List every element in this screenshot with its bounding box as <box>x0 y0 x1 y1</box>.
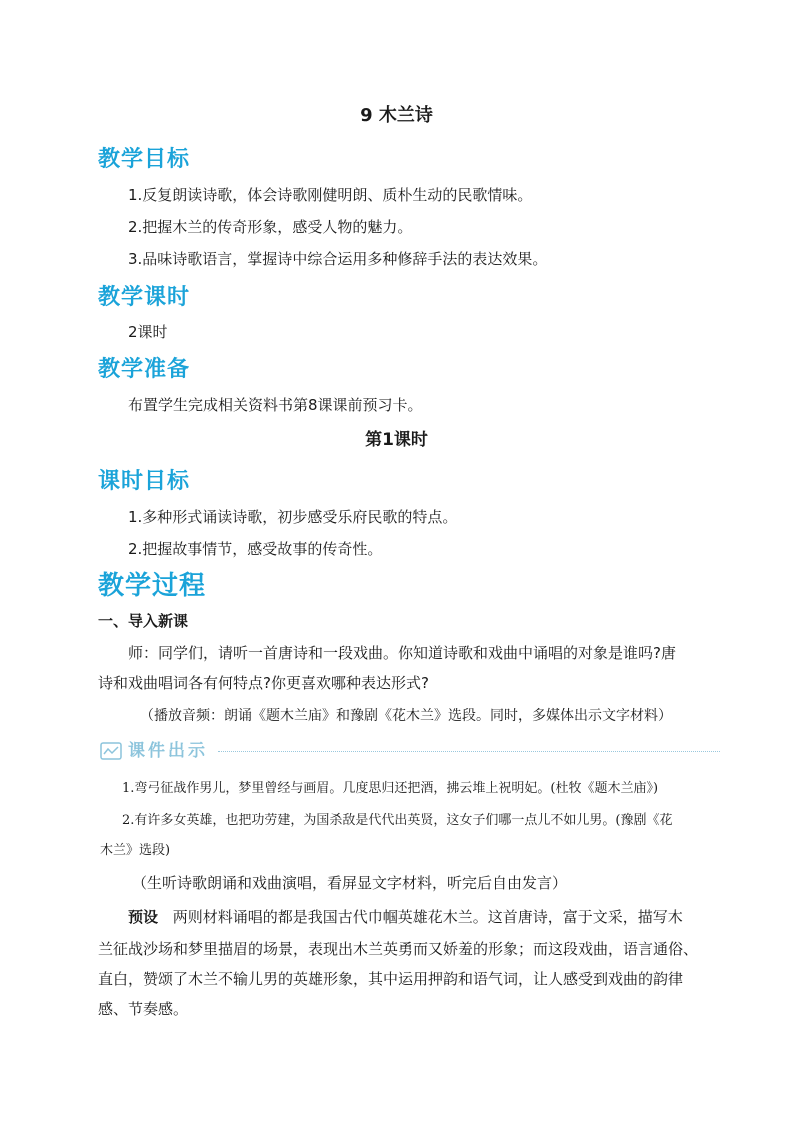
teacher-line-1: 师：同学们，请听一首唐诗和一段戏曲。你知道诗歌和戏曲中诵唱的对象是谁吗?唐 <box>128 644 676 662</box>
courseware-banner <box>100 740 720 764</box>
preset-line-2: 兰征战沙场和梦里描眉的场景，表现出木兰英勇而又娇羞的形象；而这段戏曲，语言通俗、 <box>98 940 699 958</box>
lesson-goal-item-1: 1.多种形式诵读诗歌，初步感受乐府民歌的特点。 <box>128 508 458 526</box>
goal-item-1: 1.反复朗读诗歌，体会诗歌刚健明朗、质朴生动的民歌情味。 <box>128 186 533 204</box>
preset-line-4: 感、节奏感。 <box>98 1000 189 1018</box>
lesson-1-title: 第1课时 <box>365 430 428 450</box>
goal-item-3: 3.品味诗歌语言，掌握诗中综合运用多种修辞手法的表达效果。 <box>128 250 548 268</box>
preset-line-1 <box>128 906 683 928</box>
material-2-line-2: 木兰》选段) <box>100 843 171 858</box>
heading-teaching-hours: 教学课时 <box>98 285 191 310</box>
heading-teaching-process: 教学过程 <box>98 571 207 601</box>
preset-label: 预设 <box>128 908 159 926</box>
goal-item-2: 2.把握木兰的传奇形象，感受人物的魅力。 <box>128 218 413 236</box>
teacher-line-2: 诗和戏曲唱词各有何特点?你更喜欢哪种表达形式? <box>98 674 429 692</box>
courseware-divider <box>218 751 720 752</box>
material-2-line-1: 2.有许多女英雄，也把功劳建，为国杀敌是代代出英贤，这女子们哪一点儿不如儿男。(豫剧《花 <box>122 813 673 828</box>
preset-line-3: 直白，赞颂了木兰不输儿男的英雄形象，其中运用押韵和语气词，让人感受到戏曲的韵律 <box>98 970 684 988</box>
document-title: 9 木兰诗 <box>360 105 433 126</box>
courseware-label: 课件出示 <box>128 741 208 761</box>
teaching-hours-value: 2课时 <box>128 323 168 341</box>
courseware-icon <box>100 742 122 760</box>
lesson-goal-item-2: 2.把握故事情节，感受故事的传奇性。 <box>128 540 383 558</box>
section-intro-heading: 一、导入新课 <box>98 612 189 630</box>
student-note: （生听诗歌朗诵和戏曲演唱，看屏显文字材料，听完后自由发言） <box>132 874 568 892</box>
preset-text-1: 两则材料诵唱的都是我国古代巾帼英雄花木兰。这首唐诗，富于文采，描写木 <box>172 908 683 926</box>
material-1: 1.弯弓征战作男儿，梦里曾经与画眉。几度思归还把酒，拂云堆上祝明妃。(杜牧《题木兰庙》) <box>122 781 659 796</box>
teaching-prep-value: 布置学生完成相关资料书第8课课前预习卡。 <box>128 396 423 414</box>
heading-teaching-goals: 教学目标 <box>98 147 191 172</box>
play-note: （播放音频：朗诵《题木兰庙》和豫剧《花木兰》选段。同时，多媒体出示文字材料） <box>140 708 672 724</box>
heading-lesson-goals: 课时目标 <box>98 469 191 494</box>
heading-teaching-prep: 教学准备 <box>98 357 191 382</box>
